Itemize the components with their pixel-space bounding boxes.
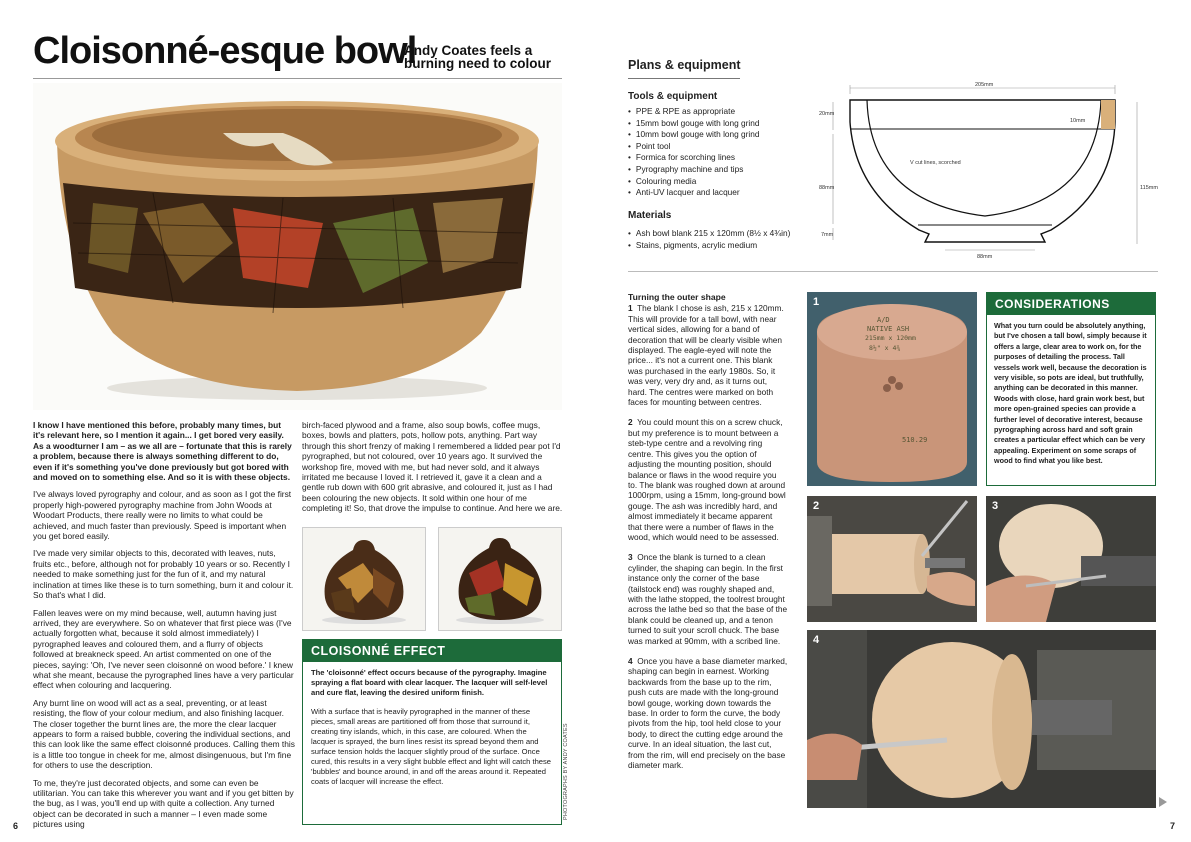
step-3: 3 Once the blank is turned to a clean cylinder, the shaping can begin. In the first instance only the corner of the base (tailstock end) was roughly shaped and, with the lathe stopped, the toolrest brought across the lathe bed so that the base of the blank could be cleaned up, and a tenon turned to suit your scroll chuck. The base was marked at 90mm, with a scribed line. [628, 552, 788, 646]
steps-column [628, 292, 788, 780]
tool-item: • 15mm bowl gouge with long grind [628, 118, 760, 130]
tool-item: • Point tool [628, 141, 760, 153]
body-paragraph: To me, they're just decorated objects, and some can even be utilitarian. You can take this wherever you want and if you get bitten by the bug, as I was, you'll end up with quite a collection. Any turned object can be decorated in such a manner – I even made some pictures using [33, 777, 294, 830]
pear-pot-photo-1 [302, 527, 426, 631]
section-rule [628, 271, 1158, 272]
body-paragraph: I've made very similar objects to this, decorated with leaves, nuts, fruits etc., before, although not for probably 10 years or so. Recently I needed to make something just for the fun of it, and my natural inclination at times like these is to turn something, burn it and colour it. So that's what I did. [33, 548, 294, 601]
title-rule [33, 78, 562, 79]
materials-heading: Materials [628, 210, 672, 221]
step-1: 1 The blank I chose is ash, 215 x 120mm. This will provide for a tall bowl, with near vertical sides, allowing for a band of decoration that will be clearly visible when displayed. The eagle-eyed will note the price... it's not a current one. This blank was purchased in the early 1980s. So, it was very, very dry and, as it turns out, hard. The centres were marked on both faces for mounting between centres. [628, 303, 784, 408]
blank-marking: NATIVE ASH [867, 325, 910, 333]
blank-marking: A/D [877, 316, 890, 324]
cloisonne-paragraph: With a surface that is heavily pyrographed in the manner of these pieces, small areas are partitioned off from those that surround it, creating tiny islands, which, in this case, are coloured. When the lacquer is sprayed, the burn lines resist its spread beyond them and surface tension holds the lacquer slightly proud of the surface. Once cured, this results in a very slight bubble effect and light will catch these 'bubbles' and bounce around, in and off the areas around it. Repeated coats of lacquer will increase the effect. [311, 707, 552, 786]
dim-foot: 7mm [821, 232, 834, 238]
dim-width: 205mm [975, 82, 994, 88]
photo-credit: PHOTOGRAPHS BY ANDY COATES [563, 723, 569, 820]
cloisonne-intro: The 'cloisonné' effect occurs because of the pyrography. Imagine spraying a flat board with clear lacquer. The lacquer will self-level and cure flat, leaving the desired uniform finish. [311, 668, 548, 697]
bowl-diagram [815, 82, 1160, 262]
left-column-1 [33, 420, 295, 837]
tool-item: • Pyrography machine and tips [628, 164, 760, 176]
body-paragraph: I've always loved pyrography and colour, and as soon as I got the first properly high-powered pyrography machine from John Woods at Woodart Products, there really were no limits to what could be achieved, and much faster than previously. Speed is important when you get bored easily. [33, 489, 292, 542]
tool-item: • Formica for scorching lines [628, 152, 760, 164]
left-column-2 [302, 420, 564, 521]
step-4: 4 Once you have a base diameter marked, shaping can begin in earnest. Working backwards from the base up to the rim, push cuts are made with the long-ground bowl gouge, working down towards the base. In order to form the curve, the body pivots from the hip, tool held close to your body, to direct the cutting edge around the curve. In an ideal situation, the last cut, from the rim, will end precisely on the base diameter mark. [628, 656, 788, 771]
step-2: 2 You could mount this on a screw chuck, but my preference is to mount between a steb-type centre and a revolving ring centre. This gives you the option of adjusting the mounting position, should balance or flaws in the wood require you to. The blank was roughed down at around 1000rpm, using a 15mm, long-ground bowl gouge. The ash was incredibly hard, and almost immediately it became apparent that there were a number of flaws in the wood, which would need to be assessed. [628, 417, 786, 542]
photo-label-2: 2 [813, 500, 820, 512]
step-photo-1 [807, 292, 977, 486]
article-subtitle: Andy Coates feels a burning need to colour [404, 43, 551, 71]
page-number-left: 6 [13, 821, 19, 831]
photo-label-1: 1 [813, 296, 820, 308]
page-number-right: 7 [1170, 821, 1176, 831]
dim-base: 88mm [977, 254, 993, 260]
blank-marking: 510.29 [902, 436, 928, 444]
steps-heading: Turning the outer shape [628, 292, 726, 302]
article-title: Cloisonné-esque bowl [33, 30, 417, 72]
body-paragraph: Any burnt line on wood will act as a seal, preventing, or at least resisting, the flow of your colour medium, and also finishing lacquer. The closer together the burnt lines are, the more the clear lacquer appears to form a raised bubble, covering the individual sections, and this can look like the same effect cloisonné produces. Calling them this is a little too tongue in cheek for me, almost disingenuous, but I'm fine for others to use the description. [33, 697, 295, 771]
materials-list [628, 228, 790, 251]
tool-item: • Anti-UV lacquer and lacquer [628, 187, 760, 199]
next-page-arrow-icon[interactable] [1159, 797, 1167, 807]
dim-body: 88mm [819, 185, 835, 191]
blank-marking: 8½" x 4¾ [869, 344, 901, 352]
considerations-box [986, 292, 1156, 486]
material-item: • Ash bowl blank 215 x 120mm (8½ x 4¾in) [628, 228, 790, 240]
tool-item: • 10mm bowl gouge with long grind [628, 129, 760, 141]
cloisonne-effect-box [302, 639, 562, 825]
plans-heading: Plans & equipment [628, 58, 741, 72]
considerations-heading: CONSIDERATIONS [987, 293, 1155, 315]
dim-rim: 20mm [819, 111, 835, 117]
bowl-hero-photo [33, 83, 562, 410]
material-item: • Stains, pigments, acrylic medium [628, 240, 790, 252]
photo-label-3: 3 [992, 500, 999, 512]
pear-pot-photo-2 [438, 527, 562, 631]
dim-wall: 10mm [1070, 118, 1086, 124]
plans-rule [628, 78, 740, 79]
step-photo-4 [807, 630, 1156, 808]
dim-height: 115mm [1140, 185, 1158, 191]
tool-item: • PPE & RPE as appropriate [628, 106, 760, 118]
dim-note: V cut lines, scorched [910, 160, 961, 166]
intro-paragraph: I know I have mentioned this before, probably many times, but it's relevant here, so I mention it again... I get bored very easily. As a woodturner I am – as we all are – fortunate that this is rarely a problem, because there is always something different to do, even if it's something you've done previously but got bored with and moved on to something else. And so it is with these objects. [33, 420, 292, 483]
blank-marking: 215mm x 120mm [865, 334, 916, 342]
tool-item: • Colouring media [628, 176, 760, 188]
cloisonne-effect-heading: CLOISONNÉ EFFECT [303, 640, 561, 662]
body-paragraph: birch-faced plywood and a frame, also soup bowls, coffee mugs, boxes, bowls and platters, pots, hollow pots, anything. Part way through this short frenzy of making I remembered a lidded pear pot I'd pyrographed, but not coloured, over 10 years ago. It survived the workshop fire, moved with me, but had never sold, and it always irritated me because I loved it. I retrieved it, gave it a clean and a gentle rub down with 600 grit abrasive, and coloured it, just as I had been colouring the new objects. It sold within one hour of me completing it! So, that drove the impulse to continue. And here we are. [302, 420, 563, 514]
tools-list [628, 106, 760, 199]
step-photo-2 [807, 496, 977, 622]
photo-label-4: 4 [813, 634, 820, 646]
considerations-text: What you turn could be absolutely anything, but I've chosen a tall bowl, simply because it offers a large, clear area to work on, for the purposes of detailing the process. Tall vessels work well, because the decoration is very visible, so pots are ideal, but truthfully, anything can be decorated in this manner. Woods with close, hard grain work best, but more open-grained species can provide a further level of decorative interest, because pyrographing across hard and soft grain creates a particular effect which can be very appealing. Experiment on some scraps of wood to find what you like best. [994, 321, 1147, 466]
body-paragraph: Fallen leaves were on my mind because, well, autumn having just arrived, they are everywhere. So on whatever that first piece was (I've actually forgotten what, because it sold almost immediately) I pyrographed leaves and coloured them, and a flurry of objects followed at breakneck speed. An artist commented on one of the pieces, saying: 'Oh, I've never seen cloisonné on wood before.' I knew what she meant, because the pyrographed lines have a very particular effect when colouring and lacquering. [33, 607, 294, 691]
tools-heading: Tools & equipment [628, 91, 718, 102]
step-photo-3 [986, 496, 1156, 622]
